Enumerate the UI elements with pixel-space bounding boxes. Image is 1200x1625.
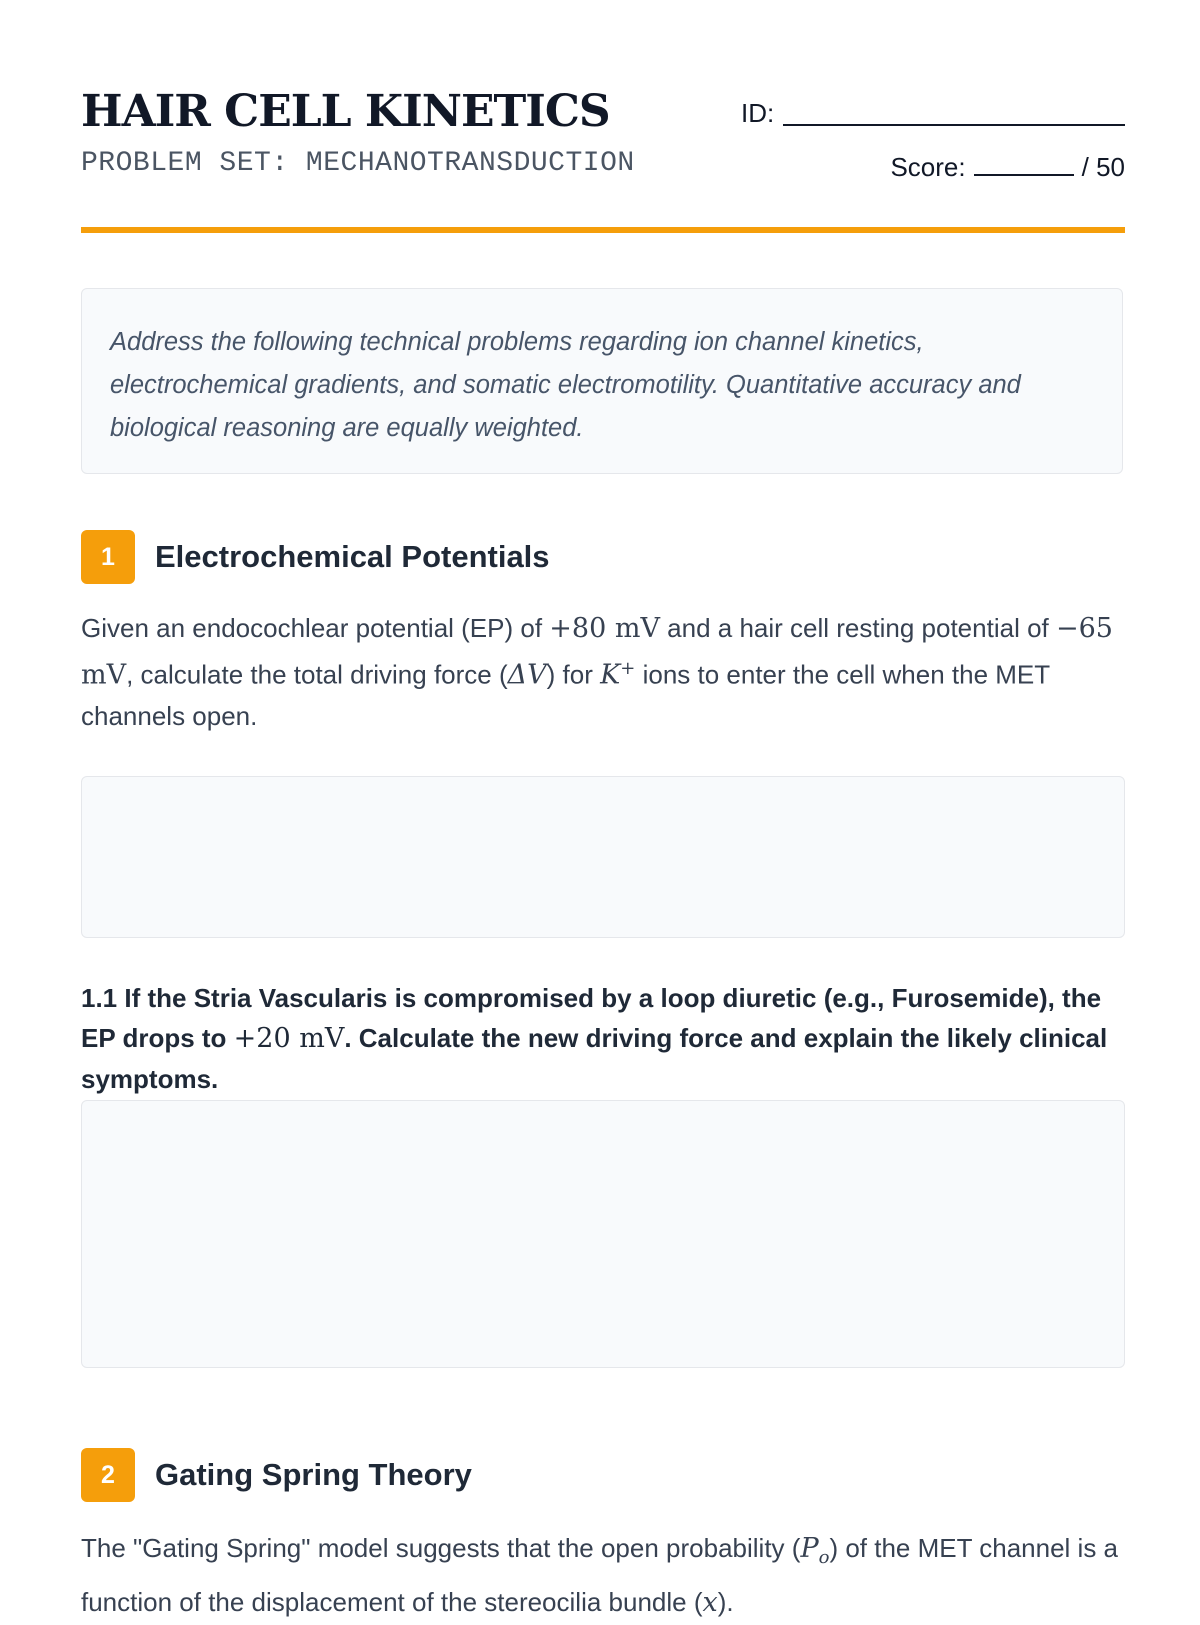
page-title: HAIR CELL KINETICS — [81, 86, 610, 137]
section-title: Gating Spring Theory — [155, 1457, 472, 1492]
score-field — [890, 150, 1125, 184]
worksheet-header — [81, 0, 1125, 234]
header-divider — [81, 227, 1125, 233]
question-text-part: , calculate the total driving force ( — [126, 659, 508, 690]
math-expression: P — [800, 1533, 819, 1564]
question-text-part: and a hair cell resting potential of — [659, 613, 1056, 643]
question-text-part: ) of the MET channel is a function of the displacement of the stereocilia bundle ( — [81, 1533, 1119, 1618]
page-subtitle: PROBLEM SET: MECHANOTRANSDUCTION — [81, 148, 635, 179]
section-number-badge: 1 — [81, 530, 135, 584]
question-text-part: ) for — [546, 659, 601, 690]
question-2-text — [81, 1526, 1125, 1625]
math-subscript: o — [818, 1547, 830, 1569]
section-number-badge: 2 — [81, 1448, 135, 1502]
answer-box-1-1[interactable] — [81, 1100, 1125, 1368]
score-blank-line[interactable] — [974, 154, 1074, 176]
math-expression: +80 mV — [549, 613, 660, 644]
math-expression: ΔV — [507, 659, 547, 691]
section-title: Electrochemical Potentials — [155, 539, 550, 574]
question-1-1-text — [81, 978, 1125, 1099]
answer-box-1[interactable] — [81, 776, 1125, 938]
math-superscript: + — [620, 658, 636, 679]
question-text-part: The "Gating Spring" model suggests that the open probability ( — [81, 1533, 801, 1563]
question-text-part: 1.1 If the Stria Vascularis is compromised by a loop diuretic (e.g., Furosemide), the EP drops to — [81, 983, 1102, 1053]
score-label: Score: — [890, 152, 966, 182]
question-text-part: Given an endocochlear potential (EP) of — [81, 613, 550, 643]
instructions-box — [81, 288, 1123, 474]
id-blank-line[interactable] — [783, 124, 1125, 126]
worksheet-page — [81, 0, 1125, 1619]
id-label: ID: — [741, 98, 775, 128]
question-text-part: ). — [717, 1587, 734, 1618]
question-text-part: . Calculate the new driving force and explain the likely clinical symptoms. — [81, 1023, 1108, 1094]
instructions-text: Address the following technical problems regarding ion channel kinetics, electrochemical gradients, and somatic electromotility. Quantitative accuracy and biological reasoning are equally weighted. — [110, 328, 1021, 442]
question-1-text — [81, 608, 1125, 736]
math-expression: −65 mV — [81, 613, 1113, 691]
question-text-part: ions to enter the cell when the MET channels open. — [81, 659, 1050, 731]
math-expression: K — [600, 659, 621, 691]
student-id-field[interactable] — [741, 96, 1125, 130]
math-expression: +20 mV — [233, 1023, 345, 1054]
math-expression: x — [702, 1587, 718, 1619]
score-total: / 50 — [1081, 152, 1125, 182]
